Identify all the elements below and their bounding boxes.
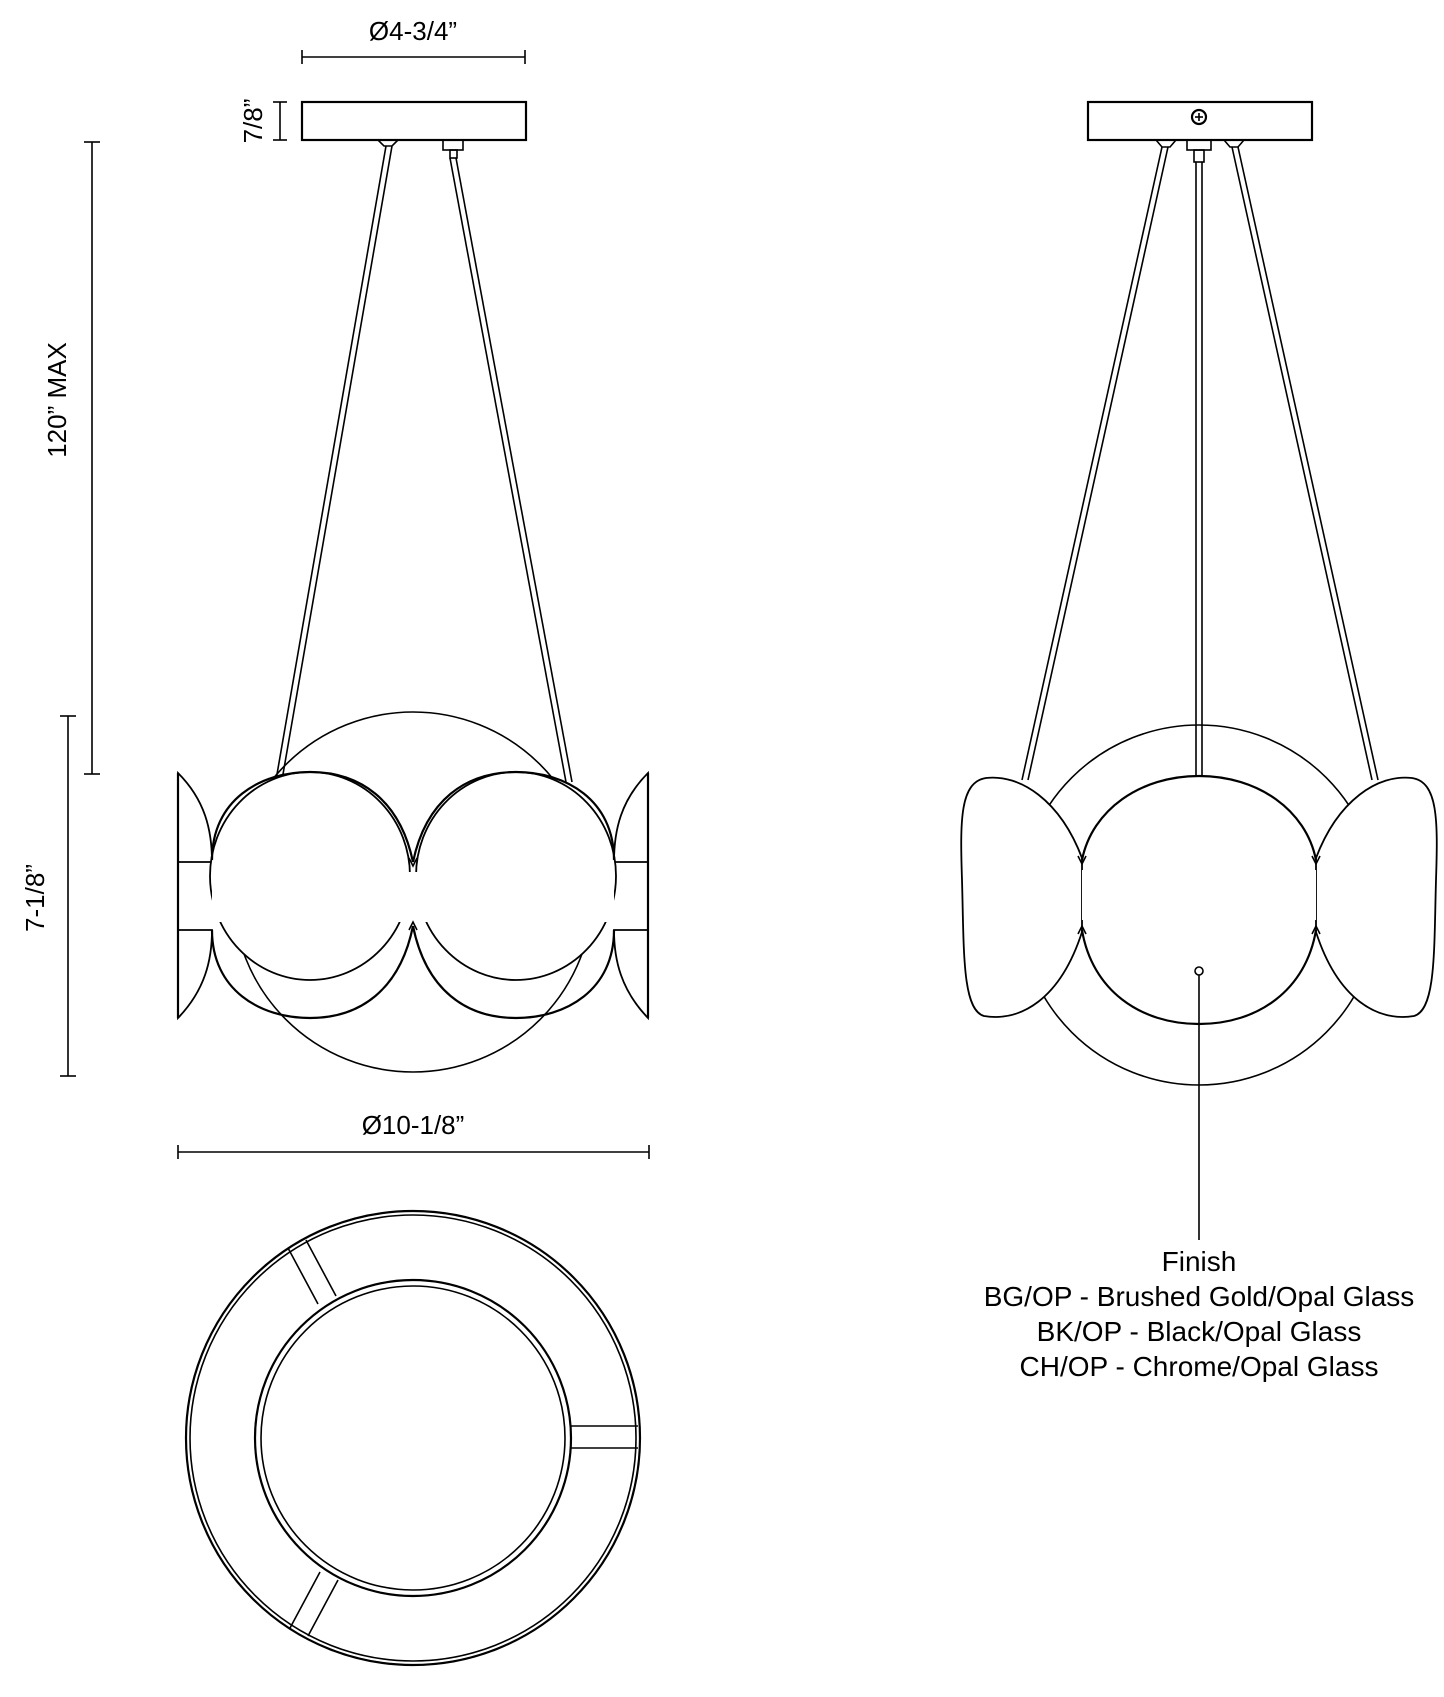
plan-spokes — [288, 1240, 638, 1636]
finish-leader — [1195, 967, 1203, 1240]
cable-left-2b — [456, 158, 572, 782]
finish-option-bg: BG/OP - Brushed Gold/Opal Glass — [983, 1281, 1415, 1312]
side-view-right — [961, 102, 1437, 1382]
dim-canopy-diameter-label: Ø4-3/4” — [368, 16, 458, 46]
crosshead-screw-icon — [1192, 110, 1206, 124]
dim-fixture-height-label: 7-1/8” — [20, 864, 50, 932]
side-view-left — [20, 16, 649, 1159]
canopy-fitting-left-2 — [443, 140, 463, 150]
dim-canopy-diameter — [302, 16, 525, 64]
canopy-left — [302, 102, 526, 140]
plan-view — [186, 1211, 640, 1665]
dim-fixture-diameter — [178, 1110, 649, 1159]
dim-overall-max-label: 120” MAX — [42, 342, 72, 458]
cable-left-1b — [282, 146, 392, 780]
cable-left-2 — [450, 158, 566, 782]
finish-callout — [984, 1246, 1415, 1382]
dim-canopy-height-label: 7/8” — [238, 98, 268, 144]
cable-left-1 — [276, 146, 386, 780]
canopy-right — [1088, 102, 1312, 140]
dim-canopy-height — [238, 99, 287, 144]
dim-overall-max — [42, 142, 100, 774]
dim-fixture-height — [20, 716, 76, 1076]
dim-fixture-diameter-label: Ø10-1/8” — [361, 1110, 465, 1140]
shade-petals-left — [178, 772, 648, 1018]
finish-option-bk: BK/OP - Black/Opal Glass — [1036, 1316, 1362, 1347]
finish-heading: Finish — [1161, 1246, 1237, 1277]
finish-option-ch: CH/OP - Chrome/Opal Glass — [1019, 1351, 1379, 1382]
plan-inner-ring — [255, 1280, 571, 1596]
